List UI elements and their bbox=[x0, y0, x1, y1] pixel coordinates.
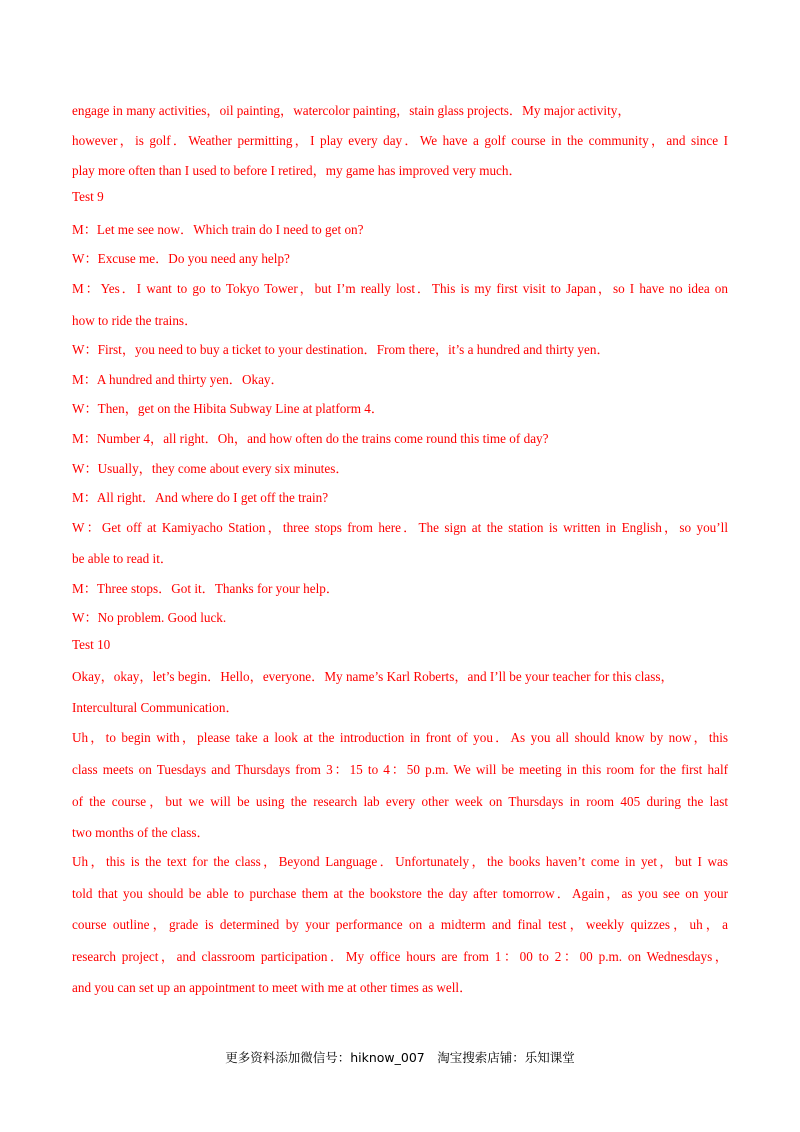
text-line: how to ride the trains． bbox=[72, 313, 198, 328]
text-line: engage in many activities，oil painting，watercolor painting，stain glass projects．My major activity， bbox=[72, 103, 631, 118]
text-line: research project，and classroom participation．My office hours are from 1：00 to 2：00 p.m. on Wednesdays， bbox=[72, 949, 728, 964]
text-line: of the course，but we will be using the research lab every other week on Thursdays in room 405 during the last bbox=[72, 794, 728, 809]
text-line: play more often than I used to before I retired，my game has improved very much． bbox=[72, 163, 522, 178]
text-line: W：Usually，they come about every six minutes． bbox=[72, 461, 349, 476]
text-line: class meets on Tuesdays and Thursdays from 3：15 to 4：50 p.m. We will be meeting in this room for the first half bbox=[72, 762, 728, 777]
text-line: M：Yes．I want to go to Tokyo Tower，but I’m really lost．This is my first visit to Japan，so I have no idea on bbox=[72, 281, 728, 296]
text-line: W：Then，get on the Hibita Subway Line at platform 4． bbox=[72, 401, 385, 416]
text-line: Uh，to begin with，please take a look at the introduction in front of you．As you all should know by now，this bbox=[72, 730, 728, 745]
text-line: M：Number 4，all right．Oh，and how often do the trains come round this time of day? bbox=[72, 431, 549, 446]
text-line: M：A hundred and thirty yen．Okay． bbox=[72, 372, 284, 387]
text-line: two months of the class． bbox=[72, 825, 210, 840]
text-line: and you can set up an appointment to meet with me at other times as well． bbox=[72, 980, 473, 995]
text-line: M：Let me see now．Which train do I need to get on? bbox=[72, 222, 364, 237]
text-line: course outline，grade is determined by your performance on a midterm and final test，weekly quizzes，uh，a bbox=[72, 917, 728, 932]
text-line: Intercultural Communication． bbox=[72, 700, 239, 715]
text-line: Okay，okay，let’s begin．Hello，everyone．My name’s Karl Roberts，and I’ll be your teacher for this class， bbox=[72, 669, 674, 684]
text-line: however，is golf．Weather permitting，I play every day．We have a golf course in the community，and since I bbox=[72, 133, 728, 148]
text-line: Uh，this is the text for the class，Beyond Language．Unfortunately，the books haven’t come in yet，but I was bbox=[72, 854, 728, 869]
text-line: M：All right．And where do I get off the train? bbox=[72, 490, 329, 505]
page-footer: 更多资料添加微信号：hiknow_007 淘宝搜索店铺：乐知课堂 bbox=[225, 1050, 575, 1065]
text-line: Test 9 bbox=[72, 189, 104, 204]
text-line: W：Excuse me．Do you need any help? bbox=[72, 251, 290, 266]
text-line: told that you should be able to purchase them at the bookstore the day after tomorrow．Again，as you see on your bbox=[72, 886, 728, 901]
text-line: M：Three stops．Got it．Thanks for your help． bbox=[72, 581, 340, 596]
text-line: W：No problem. Good luck. bbox=[72, 610, 227, 625]
text-line: W：Get off at Kamiyacho Station，three stops from here．The sign at the station is written in English，so you’ll bbox=[72, 520, 728, 535]
text-line: be able to read it． bbox=[72, 551, 174, 566]
text-line: Test 10 bbox=[72, 637, 111, 652]
text-line: W：First，you need to buy a ticket to your destination．From there，it’s a hundred and thirty yen． bbox=[72, 342, 610, 357]
